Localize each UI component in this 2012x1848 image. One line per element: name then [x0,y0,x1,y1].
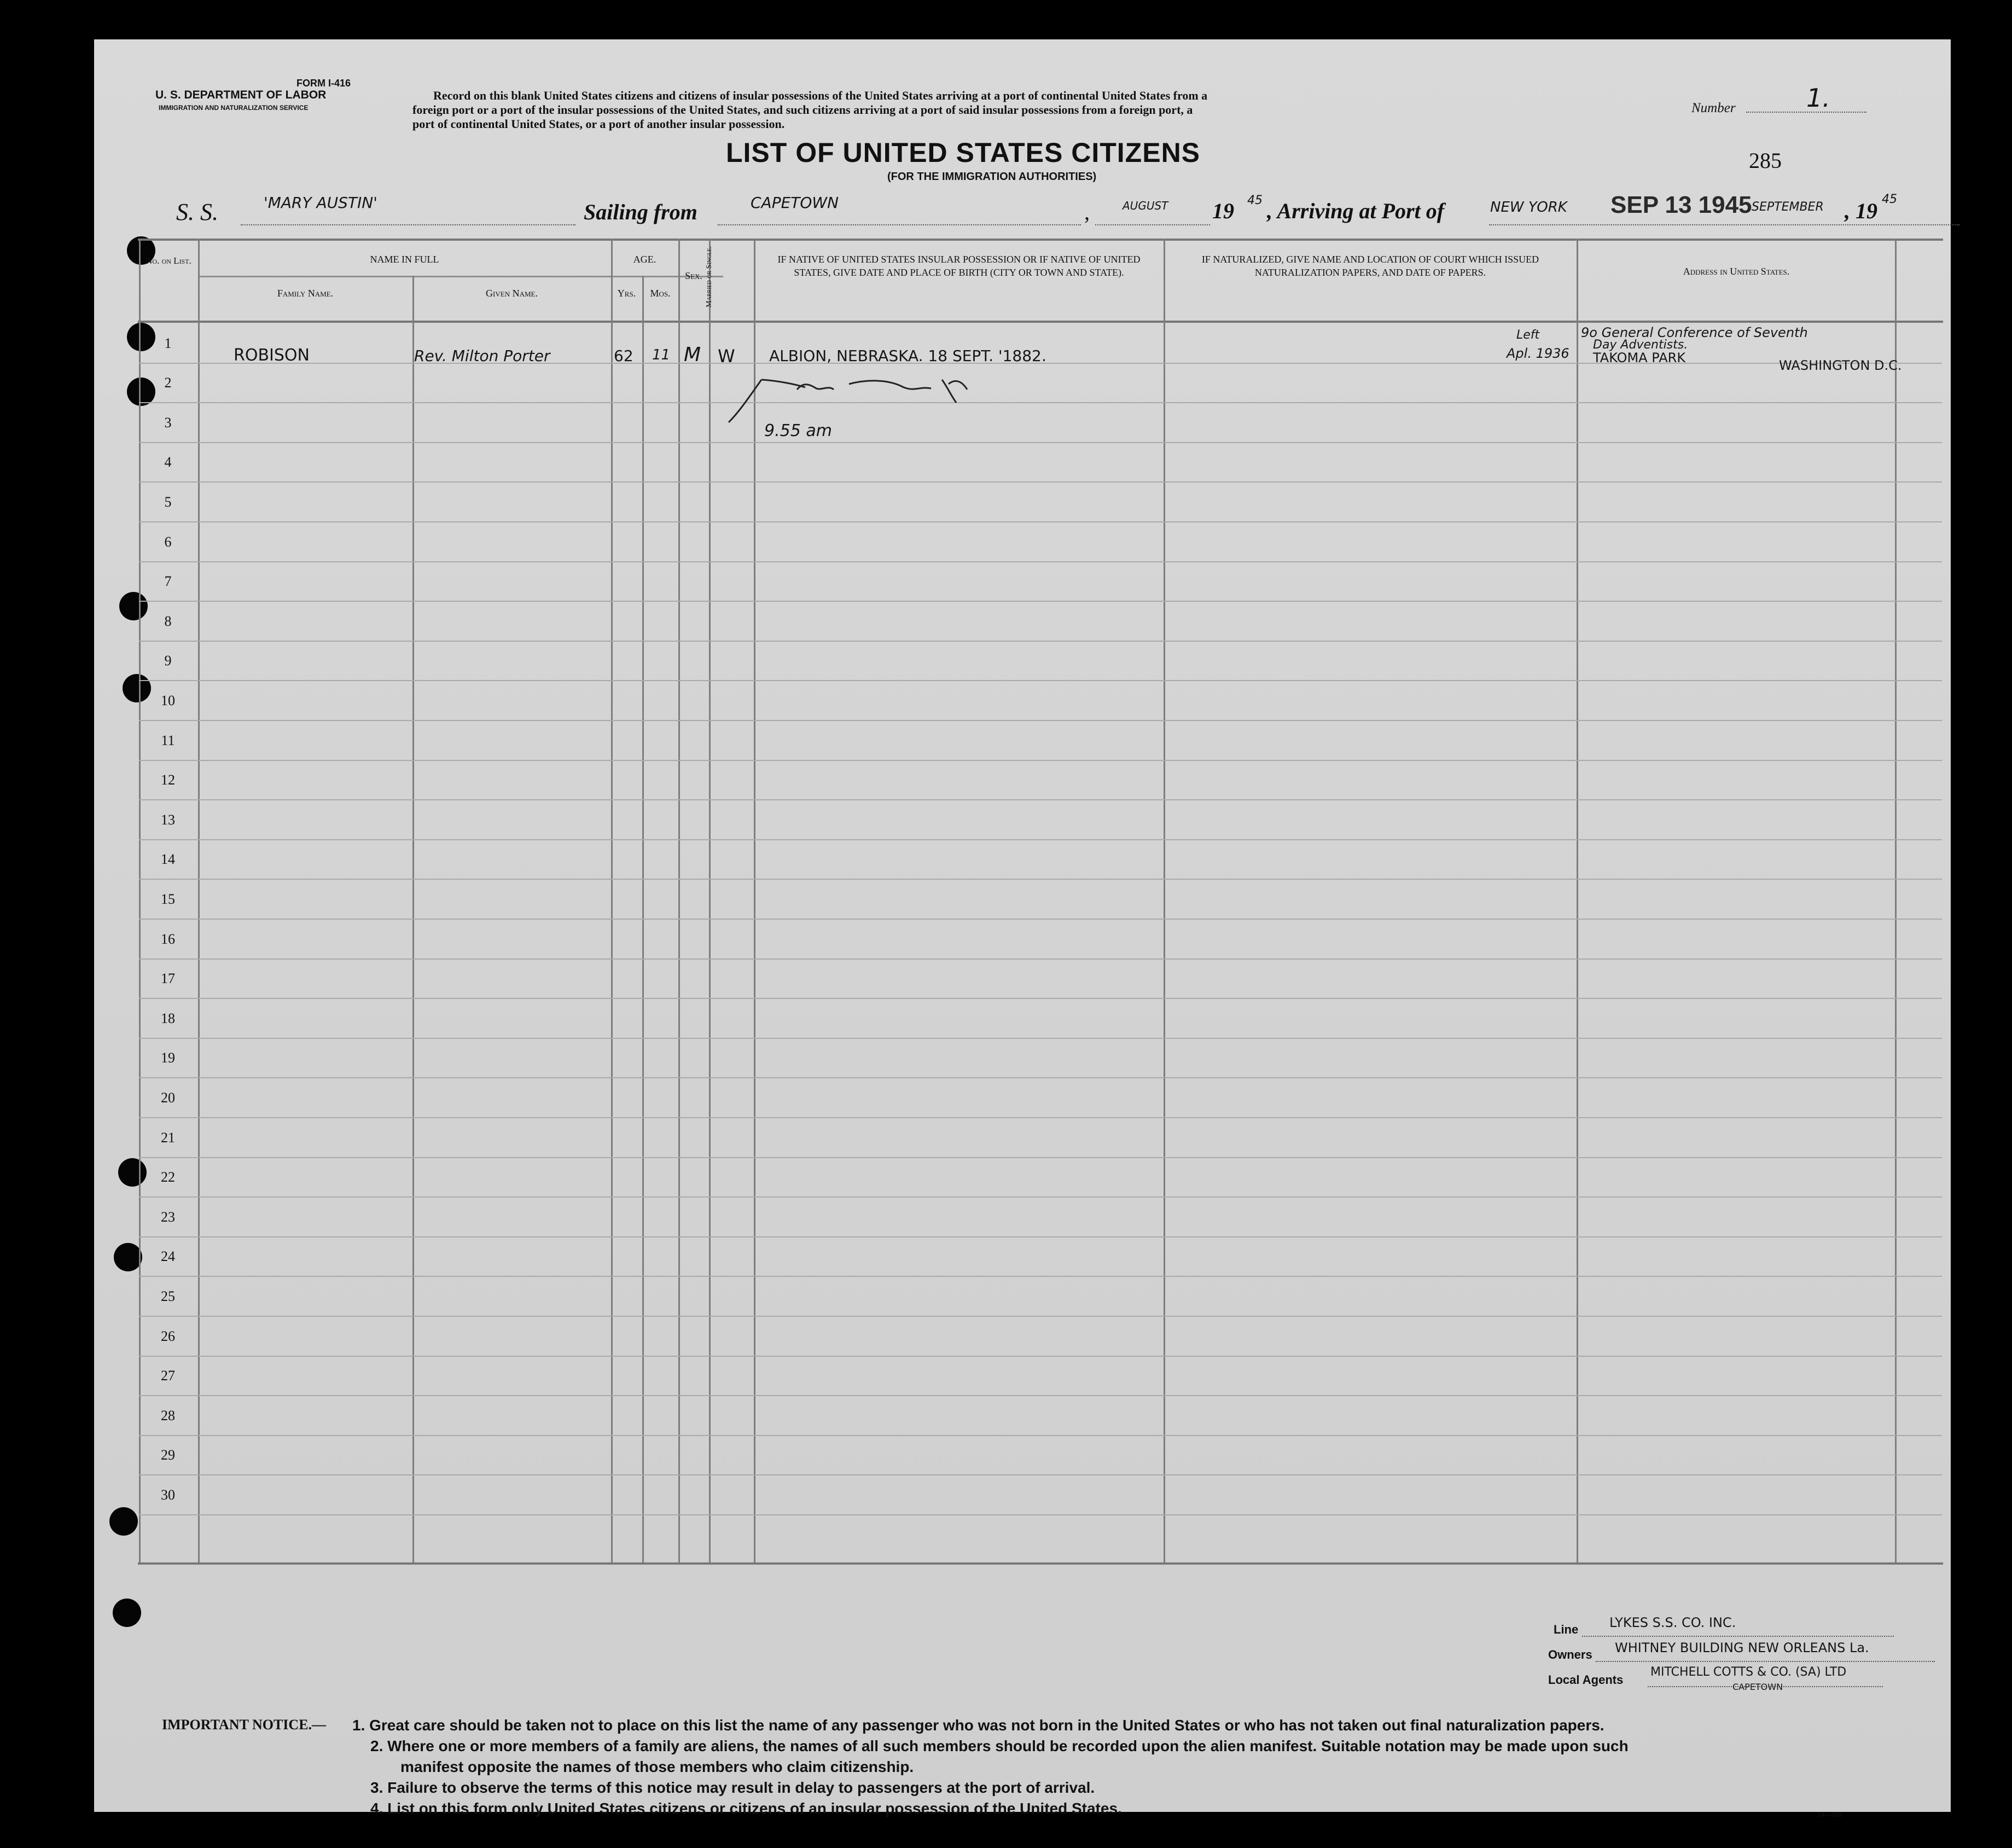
col-divider-address [1577,239,1578,1562]
col-divider-married [709,239,711,1562]
local-agents-city: CAPETOWN [1732,1682,1783,1692]
port-of-departure-line [718,224,1081,225]
row-number: 28 [161,1408,175,1423]
row-rule [139,958,1942,960]
row-number: 21 [161,1130,175,1146]
separator: , [1084,200,1090,224]
entry-sex: M [684,344,701,366]
row-rule [139,1435,1942,1436]
row-rule [139,1157,1942,1158]
row-number: 15 [161,891,175,907]
row-number: 18 [161,1010,175,1026]
departure-year: 45 [1247,194,1263,207]
entry-birthplace: ALBION, NEBRASKA. 18 SEPT. '1882. [769,347,1046,365]
table-bottom-border [138,1562,1943,1565]
owners-underline [1596,1661,1935,1662]
arriving-label: , Arriving at Port of [1267,199,1445,223]
row-rule [139,799,1942,800]
row-number: 30 [161,1487,175,1503]
header-address: Address in United States. [1683,266,1790,277]
row-rule [139,760,1942,761]
row-rule [139,1316,1942,1317]
punch-hole [119,592,148,620]
row-rule [139,521,1942,522]
header-yrs: Yrs. [617,288,636,299]
arrival-port-line [1489,224,1959,225]
row-number: 25 [161,1288,175,1304]
notice-item-1: 1. Great care should be taken not to place on this list the name of any passenger who was not born in the United States or who has not taken out final naturalization papers. [352,1717,1604,1734]
row-rule [139,1356,1942,1357]
row-number: 16 [161,931,175,947]
page-subtitle: (FOR THE IMMIGRATION AUTHORITIES) [887,171,1097,183]
row-rule [139,1077,1942,1078]
col-divider-right [1895,239,1897,1562]
row-number: 26 [161,1328,175,1344]
entry-address-line-3: TAKOMA PARK [1593,350,1686,365]
col-divider-no [139,239,141,1562]
row-rule [139,1117,1942,1118]
row-number: 5 [164,494,172,510]
row-rule [139,641,1942,642]
row-rule [139,1474,1942,1475]
entry-age-months: 11 [652,347,671,363]
owners-label: Owners [1548,1648,1592,1661]
entry-age-years: 62 [614,347,633,365]
local-agents-value: MITCHELL COTTS & CO. (SA) LTD [1650,1665,1847,1679]
inspector-signature [685,368,1024,428]
header-naturalized: IF NATURALIZED, GIVE NAME AND LOCATION OF COURT WHICH ISSUED NATURALIZATION PAPERS, AND DATE OF PAPERS. [1201,254,1539,278]
row-rule [139,561,1942,562]
header-no: No. on List. [146,255,191,266]
notice-item-2: 2. Where one or more members of a family are aliens, the names of all such members should be recorded upon the alien manifest. Suitable notation may be made upon such [370,1737,1629,1754]
col-divider-age [611,239,613,1562]
table-header-bottom [138,321,1943,323]
row-number: 7 [164,573,172,589]
row-rule [139,879,1942,880]
form-number: FORM I-416 [296,78,351,89]
row-rule [139,1395,1942,1396]
row-rule [139,1276,1942,1277]
punch-hole [113,1599,141,1627]
notice-item-4: 4. List on this form only United States citizens or citizens of an insular possession of the United States. [370,1800,1122,1817]
arrival-month: SEPTEMBER [1752,200,1824,214]
notice-item-2-cont: manifest opposite the names of those members who claim citizenship. [400,1758,914,1775]
header-age: AGE. [633,254,656,265]
row-number: 1 [164,335,172,351]
row-number: 14 [161,851,175,867]
header-name-in-full: NAME IN FULL [370,254,439,265]
notice-item-3: 3. Failure to observe the terms of this notice may result in delay to passengers at the port of arrival. [370,1779,1095,1796]
row-number: 6 [164,534,172,550]
row-rule [139,1514,1942,1515]
row-number: 3 [164,415,172,431]
row-rule [139,720,1942,721]
punch-hole [109,1507,138,1536]
row-rule [139,442,1942,443]
row-number: 19 [161,1050,175,1066]
print-code: 14—806 [1817,1811,1842,1818]
row-number: 8 [164,613,172,629]
entry-address-line-1: 9o General Conference of Seventh [1581,325,1808,340]
punch-hole [114,1243,142,1271]
header-family-name: Family Name. [277,288,334,299]
header-given-name: Given Name. [486,288,538,299]
manifest-sheet [94,39,1951,1818]
departure-year-prefix: 19 [1212,199,1234,223]
header-birth: IF NATIVE OF UNITED STATES INSULAR POSSESSION OR IF NATIVE OF UNITED STATES, GIVE DATE AND PLACE OF BIRTH (CITY OR TOWN AND STATE). [777,254,1141,278]
notice-heading: IMPORTANT NOTICE.— [162,1717,327,1733]
entry-naturalization-note: Left [1516,328,1540,342]
row-number: 10 [161,693,175,708]
department-name: U. S. DEPARTMENT OF LABOR [155,89,327,101]
line-label: Line [1554,1623,1579,1636]
sailing-from-label: Sailing from [584,200,697,224]
punch-hole [118,1158,147,1187]
row-rule [139,839,1942,840]
arrival-year: 45 [1882,193,1897,206]
owners-value: WHITNEY BUILDING NEW ORLEANS La. [1615,1640,1869,1655]
col-divider-sex [678,239,680,1562]
entry-married: W [718,346,735,367]
row-number: 23 [161,1209,175,1225]
entry-family-name: ROBISON [234,346,310,365]
page-title: LIST OF UNITED STATES CITIZENS [726,137,1201,168]
local-agents-label: Local Agents [1548,1673,1624,1687]
col-divider-naturalized [1164,239,1165,1562]
line-underline [1582,1636,1894,1637]
ship-name-line [241,224,575,225]
row-rule [139,402,1942,403]
row-rule [139,481,1942,483]
row-rule [139,1236,1942,1237]
inspector-time: 9.55 am [764,421,832,440]
row-number: 17 [161,971,175,986]
arrival-port: NEW YORK [1490,199,1567,216]
ship-name: 'MARY AUSTIN' [264,194,377,212]
arrival-year-prefix: , 19 [1845,199,1877,223]
instructions-line-3: port of continental United States, or a port of another insular possession. [412,117,785,131]
number-label: Number [1691,101,1736,115]
instructions-line-2: foreign port or a port of the insular possessions of the United States, and such citizens arriving at a port of said insular possessions from a foreign port, a [412,103,1193,117]
row-number: 12 [161,772,175,788]
number-value: 1. [1806,83,1830,113]
row-number: 24 [161,1248,175,1264]
row-number: 27 [161,1368,175,1384]
line-value: LYKES S.S. CO. INC. [1609,1615,1736,1630]
service-name: IMMIGRATION AND NATURALIZATION SERVICE [159,104,309,112]
port-of-departure: CAPETOWN [751,194,839,212]
row-number: 2 [164,375,172,391]
row-number: 11 [161,733,175,748]
row-rule [139,1038,1942,1039]
row-number: 13 [161,812,175,828]
entry-naturalization-date: Apl. 1936 [1507,346,1569,361]
row-rule [139,680,1942,681]
ss-label: S. S. [176,199,218,225]
departure-month: AUGUST [1123,199,1168,212]
header-married: Married or Single. [705,246,713,307]
name-age-subheader-rule [198,276,723,277]
row-rule [139,601,1942,602]
punch-hole [123,674,151,702]
row-rule [139,998,1942,999]
header-sex: Sex. [685,270,702,281]
row-rule [139,919,1942,920]
row-number: 22 [161,1169,175,1185]
table-top-border [138,239,1943,241]
departure-month-line [1095,224,1210,225]
header-mos: Mos. [650,288,671,299]
col-divider-birth [754,239,755,1562]
row-number: 20 [161,1090,175,1106]
row-number: 29 [161,1447,175,1463]
sheet-number: 285 [1749,148,1782,173]
entry-address-line-2: Day Adventists. [1593,338,1688,352]
arrival-stamp: SEP 13 1945 [1610,191,1752,218]
entry-address-line-4: WASHINGTON D.C. [1779,358,1902,373]
row-rule [139,1196,1942,1198]
col-divider-family [198,239,200,1562]
row-number: 4 [164,454,172,470]
entry-given-name: Rev. Milton Porter [414,347,550,365]
row-number: 9 [164,653,172,669]
instructions-line-1: Record on this blank United States citizens and citizens of insular possessions of the United States arriving at a port of continental United States from a [433,89,1208,102]
